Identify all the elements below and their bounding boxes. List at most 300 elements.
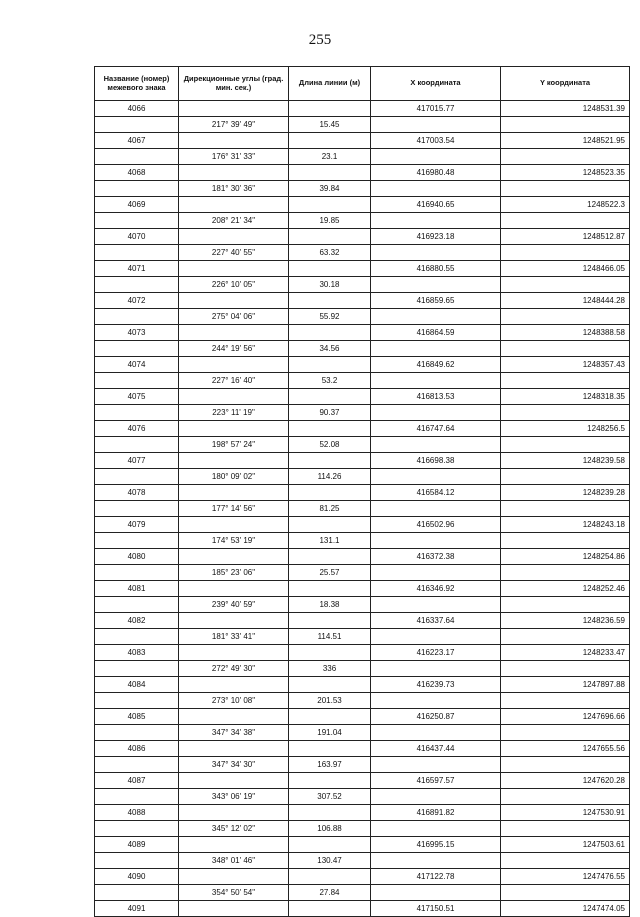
table-row	[95, 581, 630, 597]
x-coordinate-cell	[371, 213, 501, 229]
marker-name-cell	[95, 405, 179, 421]
y-coordinate-cell	[501, 789, 630, 805]
line-length-cell: 131.1	[289, 533, 371, 549]
direction-angle-cell	[179, 389, 289, 405]
marker-name-cell	[95, 469, 179, 485]
x-coordinate-cell: 416223.17	[371, 645, 501, 661]
y-coordinate-cell	[501, 437, 630, 453]
x-coordinate-cell: 417122.78	[371, 869, 501, 885]
marker-name-cell	[95, 309, 179, 325]
line-length-cell	[289, 645, 371, 661]
table-row	[95, 325, 630, 341]
direction-angle-cell	[179, 165, 289, 181]
direction-angle-cell	[179, 325, 289, 341]
marker-name-cell: 4070	[95, 229, 179, 245]
marker-name-cell: 4071	[95, 261, 179, 277]
line-length-cell: 163.97	[289, 757, 371, 773]
line-length-cell	[289, 837, 371, 853]
line-length-cell	[289, 517, 371, 533]
marker-name-cell: 4087	[95, 773, 179, 789]
table-row	[95, 533, 630, 549]
direction-angle-cell: 174° 53' 19"	[179, 533, 289, 549]
direction-angle-cell: 181° 30' 36"	[179, 181, 289, 197]
y-coordinate-cell	[501, 309, 630, 325]
line-length-cell	[289, 421, 371, 437]
x-coordinate-cell	[371, 469, 501, 485]
x-coordinate-cell	[371, 437, 501, 453]
x-coordinate-cell: 416849.62	[371, 357, 501, 373]
line-length-cell: 18.38	[289, 597, 371, 613]
marker-name-cell	[95, 277, 179, 293]
marker-name-cell: 4080	[95, 549, 179, 565]
line-length-cell	[289, 901, 371, 917]
x-coordinate-cell: 416864.59	[371, 325, 501, 341]
marker-name-cell	[95, 725, 179, 741]
direction-angle-cell: 347° 34' 30"	[179, 757, 289, 773]
marker-name-cell: 4086	[95, 741, 179, 757]
marker-name-cell	[95, 181, 179, 197]
x-coordinate-cell	[371, 277, 501, 293]
line-length-cell: 191.04	[289, 725, 371, 741]
marker-name-cell: 4074	[95, 357, 179, 373]
table-row	[95, 773, 630, 789]
y-coordinate-cell: 1248523.35	[501, 165, 630, 181]
direction-angle-cell	[179, 517, 289, 533]
table-row	[95, 565, 630, 581]
x-coordinate-cell: 417003.54	[371, 133, 501, 149]
table-row	[95, 645, 630, 661]
marker-name-cell: 4089	[95, 837, 179, 853]
direction-angle-cell	[179, 677, 289, 693]
marker-name-cell	[95, 341, 179, 357]
y-coordinate-cell: 1247476.55	[501, 869, 630, 885]
page-number: 255	[308, 32, 332, 48]
y-coordinate-cell: 1248243.18	[501, 517, 630, 533]
table-row	[95, 869, 630, 885]
table-row	[95, 229, 630, 245]
direction-angle-cell: 345° 12' 02"	[179, 821, 289, 837]
x-coordinate-cell	[371, 725, 501, 741]
y-coordinate-cell	[501, 565, 630, 581]
table-row	[95, 789, 630, 805]
y-coordinate-cell: 1247530.91	[501, 805, 630, 821]
x-coordinate-cell: 416813.53	[371, 389, 501, 405]
table-row	[95, 197, 630, 213]
y-coordinate-cell	[501, 245, 630, 261]
x-coordinate-cell	[371, 757, 501, 773]
line-length-cell: 55.92	[289, 309, 371, 325]
y-coordinate-cell: 1248512.87	[501, 229, 630, 245]
y-coordinate-cell: 1248531.39	[501, 101, 630, 117]
table-row	[95, 309, 630, 325]
table-row	[95, 405, 630, 421]
direction-angle-cell	[179, 709, 289, 725]
table-row	[95, 453, 630, 469]
line-length-cell	[289, 389, 371, 405]
x-coordinate-cell	[371, 501, 501, 517]
x-coordinate-cell: 416337.64	[371, 613, 501, 629]
marker-name-cell	[95, 597, 179, 613]
table-row	[95, 885, 630, 901]
x-coordinate-cell	[371, 693, 501, 709]
y-coordinate-cell: 1248239.28	[501, 485, 630, 501]
marker-name-cell: 4090	[95, 869, 179, 885]
x-coordinate-cell	[371, 597, 501, 613]
direction-angle-cell: 223° 11' 19"	[179, 405, 289, 421]
line-length-cell: 336	[289, 661, 371, 677]
y-coordinate-cell	[501, 821, 630, 837]
table-row	[95, 149, 630, 165]
y-coordinate-cell	[501, 757, 630, 773]
line-length-cell: 52.08	[289, 437, 371, 453]
marker-name-cell	[95, 149, 179, 165]
line-length-cell	[289, 261, 371, 277]
x-coordinate-cell: 416995.15	[371, 837, 501, 853]
header-angle: Дирекционные углы (град. мин. сек.)	[179, 67, 289, 101]
x-coordinate-cell	[371, 117, 501, 133]
line-length-cell: 15.45	[289, 117, 371, 133]
x-coordinate-cell: 416980.48	[371, 165, 501, 181]
marker-name-cell: 4067	[95, 133, 179, 149]
table-row	[95, 389, 630, 405]
marker-name-cell: 4069	[95, 197, 179, 213]
marker-name-cell: 4081	[95, 581, 179, 597]
x-coordinate-cell: 416502.96	[371, 517, 501, 533]
table-row	[95, 213, 630, 229]
direction-angle-cell	[179, 773, 289, 789]
direction-angle-cell	[179, 197, 289, 213]
table-row	[95, 549, 630, 565]
x-coordinate-cell: 416923.18	[371, 229, 501, 245]
table-body	[95, 101, 630, 917]
line-length-cell	[289, 325, 371, 341]
y-coordinate-cell	[501, 213, 630, 229]
line-length-cell	[289, 773, 371, 789]
y-coordinate-cell: 1247503.61	[501, 837, 630, 853]
x-coordinate-cell: 416698.38	[371, 453, 501, 469]
y-coordinate-cell	[501, 117, 630, 133]
table-row	[95, 373, 630, 389]
direction-angle-cell: 177° 14' 56"	[179, 501, 289, 517]
x-coordinate-cell	[371, 373, 501, 389]
x-coordinate-cell: 416597.57	[371, 773, 501, 789]
table-row	[95, 901, 630, 917]
marker-name-cell: 4076	[95, 421, 179, 437]
direction-angle-cell: 275° 04' 06"	[179, 309, 289, 325]
table-row	[95, 261, 630, 277]
marker-name-cell: 4078	[95, 485, 179, 501]
x-coordinate-cell: 416250.87	[371, 709, 501, 725]
x-coordinate-cell: 416346.92	[371, 581, 501, 597]
marker-name-cell: 4084	[95, 677, 179, 693]
x-coordinate-cell	[371, 629, 501, 645]
y-coordinate-cell	[501, 885, 630, 901]
x-coordinate-cell	[371, 405, 501, 421]
x-coordinate-cell: 416880.55	[371, 261, 501, 277]
header-y: Y координата	[501, 67, 630, 101]
y-coordinate-cell: 1247620.28	[501, 773, 630, 789]
line-length-cell: 130.47	[289, 853, 371, 869]
line-length-cell	[289, 741, 371, 757]
table-row	[95, 517, 630, 533]
line-length-cell: 25.57	[289, 565, 371, 581]
table-row	[95, 725, 630, 741]
y-coordinate-cell	[501, 533, 630, 549]
line-length-cell: 30.18	[289, 277, 371, 293]
marker-name-cell	[95, 853, 179, 869]
line-length-cell	[289, 229, 371, 245]
table-row	[95, 709, 630, 725]
marker-name-cell: 4083	[95, 645, 179, 661]
x-coordinate-cell	[371, 149, 501, 165]
table-row	[95, 821, 630, 837]
y-coordinate-cell	[501, 149, 630, 165]
x-coordinate-cell: 416940.65	[371, 197, 501, 213]
marker-name-cell	[95, 693, 179, 709]
table-row	[95, 485, 630, 501]
direction-angle-cell	[179, 261, 289, 277]
line-length-cell	[289, 101, 371, 117]
marker-name-cell	[95, 661, 179, 677]
direction-angle-cell	[179, 549, 289, 565]
table-row	[95, 357, 630, 373]
y-coordinate-cell	[501, 373, 630, 389]
table-row	[95, 741, 630, 757]
marker-name-cell: 4075	[95, 389, 179, 405]
line-length-cell: 201.53	[289, 693, 371, 709]
y-coordinate-cell: 1248444.28	[501, 293, 630, 309]
x-coordinate-cell: 416437.44	[371, 741, 501, 757]
x-coordinate-cell	[371, 533, 501, 549]
marker-name-cell: 4077	[95, 453, 179, 469]
direction-angle-cell	[179, 645, 289, 661]
x-coordinate-cell: 416584.12	[371, 485, 501, 501]
marker-name-cell	[95, 117, 179, 133]
y-coordinate-cell	[501, 501, 630, 517]
y-coordinate-cell: 1248466.05	[501, 261, 630, 277]
direction-angle-cell: 354° 50' 54"	[179, 885, 289, 901]
line-length-cell	[289, 293, 371, 309]
x-coordinate-cell: 416859.65	[371, 293, 501, 309]
table-row	[95, 613, 630, 629]
marker-name-cell: 4091	[95, 901, 179, 917]
header-length: Длина линии (м)	[289, 67, 371, 101]
table-row	[95, 437, 630, 453]
direction-angle-cell: 343° 06' 19"	[179, 789, 289, 805]
direction-angle-cell: 348° 01' 46"	[179, 853, 289, 869]
direction-angle-cell	[179, 901, 289, 917]
table-row	[95, 469, 630, 485]
header-name: Название (номер) межевого знака	[95, 67, 179, 101]
x-coordinate-cell	[371, 309, 501, 325]
marker-name-cell: 4088	[95, 805, 179, 821]
x-coordinate-cell	[371, 821, 501, 837]
x-coordinate-cell: 417150.51	[371, 901, 501, 917]
direction-angle-cell: 227° 40' 55"	[179, 245, 289, 261]
table-row	[95, 837, 630, 853]
direction-angle-cell	[179, 293, 289, 309]
line-length-cell: 114.26	[289, 469, 371, 485]
table-row	[95, 117, 630, 133]
y-coordinate-cell	[501, 181, 630, 197]
y-coordinate-cell: 1247655.56	[501, 741, 630, 757]
y-coordinate-cell	[501, 725, 630, 741]
marker-name-cell	[95, 533, 179, 549]
marker-name-cell: 4082	[95, 613, 179, 629]
line-length-cell	[289, 709, 371, 725]
y-coordinate-cell: 1248521.95	[501, 133, 630, 149]
marker-name-cell	[95, 245, 179, 261]
line-length-cell: 81.25	[289, 501, 371, 517]
y-coordinate-cell: 1248252.46	[501, 581, 630, 597]
table-row	[95, 597, 630, 613]
marker-name-cell: 4068	[95, 165, 179, 181]
y-coordinate-cell: 1247696.66	[501, 709, 630, 725]
direction-angle-cell	[179, 613, 289, 629]
boundary-coordinates-table	[94, 66, 630, 917]
marker-name-cell	[95, 213, 179, 229]
line-length-cell: 27.84	[289, 885, 371, 901]
direction-angle-cell	[179, 869, 289, 885]
direction-angle-cell	[179, 133, 289, 149]
line-length-cell: 39.84	[289, 181, 371, 197]
x-coordinate-cell	[371, 245, 501, 261]
direction-angle-cell: 272° 49' 30"	[179, 661, 289, 677]
line-length-cell: 114.51	[289, 629, 371, 645]
direction-angle-cell	[179, 229, 289, 245]
line-length-cell: 63.32	[289, 245, 371, 261]
header-x: X координата	[371, 67, 501, 101]
y-coordinate-cell	[501, 405, 630, 421]
x-coordinate-cell	[371, 181, 501, 197]
direction-angle-cell: 208° 21' 34"	[179, 213, 289, 229]
marker-name-cell	[95, 501, 179, 517]
direction-angle-cell: 244° 19' 56"	[179, 341, 289, 357]
x-coordinate-cell: 417015.77	[371, 101, 501, 117]
direction-angle-cell	[179, 421, 289, 437]
y-coordinate-cell: 1247474.05	[501, 901, 630, 917]
x-coordinate-cell	[371, 661, 501, 677]
marker-name-cell	[95, 565, 179, 581]
y-coordinate-cell: 1248239.58	[501, 453, 630, 469]
table-row	[95, 693, 630, 709]
table-row	[95, 421, 630, 437]
line-length-cell	[289, 133, 371, 149]
direction-angle-cell: 198° 57' 24"	[179, 437, 289, 453]
line-length-cell	[289, 549, 371, 565]
y-coordinate-cell	[501, 277, 630, 293]
table-row	[95, 661, 630, 677]
y-coordinate-cell	[501, 629, 630, 645]
direction-angle-cell: 347° 34' 38"	[179, 725, 289, 741]
line-length-cell	[289, 197, 371, 213]
line-length-cell: 53.2	[289, 373, 371, 389]
marker-name-cell	[95, 757, 179, 773]
table-row	[95, 245, 630, 261]
marker-name-cell: 4079	[95, 517, 179, 533]
y-coordinate-cell	[501, 693, 630, 709]
x-coordinate-cell: 416891.82	[371, 805, 501, 821]
y-coordinate-cell: 1248233.47	[501, 645, 630, 661]
y-coordinate-cell: 1248236.59	[501, 613, 630, 629]
line-length-cell: 23.1	[289, 149, 371, 165]
y-coordinate-cell: 1248254.86	[501, 549, 630, 565]
table-row	[95, 757, 630, 773]
table-row	[95, 277, 630, 293]
marker-name-cell	[95, 373, 179, 389]
table-row	[95, 293, 630, 309]
marker-name-cell	[95, 821, 179, 837]
y-coordinate-cell: 1248318.35	[501, 389, 630, 405]
direction-angle-cell: 226° 10' 05"	[179, 277, 289, 293]
y-coordinate-cell: 1248256.5	[501, 421, 630, 437]
direction-angle-cell: 185° 23' 06"	[179, 565, 289, 581]
y-coordinate-cell: 1248522.3	[501, 197, 630, 213]
direction-angle-cell	[179, 741, 289, 757]
line-length-cell	[289, 869, 371, 885]
marker-name-cell: 4072	[95, 293, 179, 309]
line-length-cell: 90.37	[289, 405, 371, 421]
line-length-cell	[289, 357, 371, 373]
line-length-cell	[289, 581, 371, 597]
table-row	[95, 805, 630, 821]
direction-angle-cell: 176° 31' 33"	[179, 149, 289, 165]
table-row	[95, 133, 630, 149]
table-row	[95, 165, 630, 181]
y-coordinate-cell: 1248388.58	[501, 325, 630, 341]
direction-angle-cell: 181° 33' 41"	[179, 629, 289, 645]
y-coordinate-cell	[501, 853, 630, 869]
direction-angle-cell	[179, 453, 289, 469]
table-row	[95, 677, 630, 693]
table-row	[95, 629, 630, 645]
table-row	[95, 341, 630, 357]
table-header-row	[95, 67, 630, 101]
direction-angle-cell: 239° 40' 59"	[179, 597, 289, 613]
table-row	[95, 853, 630, 869]
table-row	[95, 101, 630, 117]
direction-angle-cell	[179, 485, 289, 501]
x-coordinate-cell	[371, 885, 501, 901]
table-row	[95, 501, 630, 517]
line-length-cell: 106.88	[289, 821, 371, 837]
line-length-cell	[289, 453, 371, 469]
direction-angle-cell	[179, 101, 289, 117]
line-length-cell	[289, 165, 371, 181]
marker-name-cell	[95, 437, 179, 453]
y-coordinate-cell	[501, 597, 630, 613]
direction-angle-cell: 227° 16' 40"	[179, 373, 289, 389]
line-length-cell	[289, 677, 371, 693]
y-coordinate-cell	[501, 469, 630, 485]
line-length-cell: 19.85	[289, 213, 371, 229]
x-coordinate-cell	[371, 341, 501, 357]
line-length-cell	[289, 805, 371, 821]
direction-angle-cell	[179, 837, 289, 853]
direction-angle-cell	[179, 357, 289, 373]
line-length-cell: 34.56	[289, 341, 371, 357]
direction-angle-cell: 180° 09' 02"	[179, 469, 289, 485]
marker-name-cell	[95, 789, 179, 805]
x-coordinate-cell	[371, 565, 501, 581]
y-coordinate-cell	[501, 661, 630, 677]
y-coordinate-cell: 1248357.43	[501, 357, 630, 373]
marker-name-cell: 4085	[95, 709, 179, 725]
direction-angle-cell: 273° 10' 08"	[179, 693, 289, 709]
direction-angle-cell	[179, 581, 289, 597]
marker-name-cell	[95, 629, 179, 645]
x-coordinate-cell: 416747.64	[371, 421, 501, 437]
